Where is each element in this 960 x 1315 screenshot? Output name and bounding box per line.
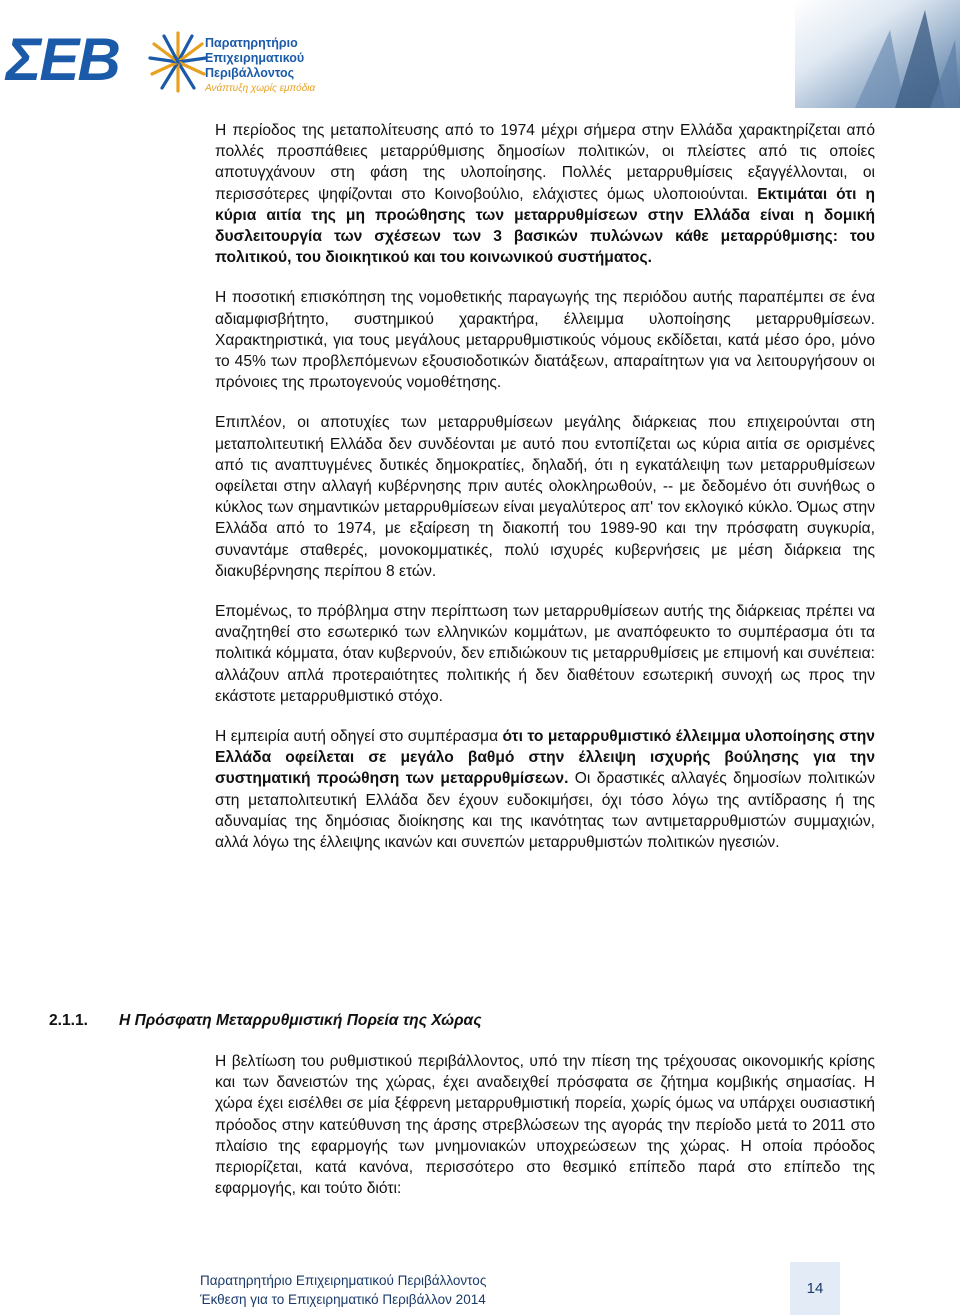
- header-banner-image: [795, 0, 960, 108]
- paragraph-2: Η ποσοτική επισκόπηση της νομοθετικής παραγωγής της περιόδου αυτής παραπέμπει σε ένα αδιαμφισβήτητο, συστημικού χαρακτήρα, έλλειμμα υλοποίησης μεταρρυθμίσεων. Χαρακτηριστικά, για τους μεγάλους μεταρρυθμιστικούς νόμους εκδίδεται, κατά μέσο όρο, μόνο το 45% των προβλεπόμενων εξουσιοδοτικών διατάξεων, απαραίτητων για να λειτουργήσουν οι πρόνοιες της πρωτογενούς νομοθέτησης.: [215, 289, 875, 392]
- starburst-icon: [148, 30, 208, 94]
- paragraph-1: [215, 120, 875, 268]
- observatory-line-1: Παρατηρητήριο: [205, 36, 298, 50]
- section-number: 2.1.1.: [49, 1012, 89, 1029]
- paragraph-5-bold: ότι το μεταρρυθμιστικό έλλειμμα υλοποίησης στην Ελλάδα οφείλεται σε μεγάλο βαθμό στην έλλειψη ισχυρής βούλησης για την συστηματική προώθηση των μεταρρυθμίσεων.: [215, 728, 875, 788]
- paragraph-3: Επιπλέον, οι αποτυχίες των μεταρρυθμίσεων μεγάλης διάρκειας που επιχειρούνται στη μεταπολιτευτική Ελλάδα δεν συνδέονται με αυτό που εντοπίζεται ως κύρια αιτία σε ορισμένες από τις αναπτυγμένες δυτικές δημοκρατίες, δηλαδή, ότι η εγκατάλειψη των μεταρρυθμίσεων οφείλεται στην αλλαγή κυβέρνησης πριν αυτές ολοκληρωθούν, -- με δεδομένο ότι συνήθως ο κύκλος των σημαντικών μεταρρυθμίσεων είναι μεγαλύτερος απ' τον εκλογικό κύκλο. Όμως στην Ελλάδα από το 1974, με εξαίρεση τη διακοπή του 1989-90 και την πρόσφατη συγκυρία, συναντάμε σταθερές, μονοκομματικές, πολύ ισχυρές κυβερνήσεις με μέση διάρκεια της διακυβέρνησης περίπου 8 ετών.: [215, 414, 875, 580]
- paragraph-5: [215, 726, 875, 853]
- paragraph-4: Επομένως, το πρόβλημα στην περίπτωση των μεταρρυθμίσεων αυτής της διάρκειας πρέπει να αναζητηθεί στο εσωτερικό των ελληνικών κομμάτων, με αναπόφευκτο το συμπέρασμα ότι τα πολιτικά κόμματα, όταν κυβερνούν, δεν επιδιώκουν τις μεταρρυθμίσεις με επιμονή και συνέπεια: αλλάζουν απλά προτεραιότητες πολιτικής ή δεν διαθέτουν εσωτερική συνοχή ως προς την εκάστοτε μεταρρυθμιστικό στόχο.: [215, 603, 875, 705]
- paragraph-5-start: Η εμπειρία αυτή οδηγεί στο συμπέρασμα: [215, 728, 503, 746]
- observatory-line-3: Περιβάλλοντος: [205, 66, 295, 80]
- observatory-tagline: Ανάπτυξη χωρίς εμπόδια: [205, 83, 316, 94]
- observatory-line-2: Επιχειρηματικού: [205, 51, 305, 65]
- paragraph-6: Η βελτίωση του ρυθμιστικού περιβάλλοντος, υπό την πίεση της τρέχουσας οικονομικής κρίσης και των δανειστών της χώρας, έχει αναδειχθεί πρόσφατα σε ζήτημα κομβικής σημασίας. Η χώρα έχει εισέλθει σε μία ξέφρενη μεταρρυθμιστική πορεία, χωρίς όμως να υπάρχει ουσιαστική πρόοδος στην κατεύθυνση της άρσης στρεβλώσεων της αγοράς την περίοδο μετά το 2011 στο πλαίσιο της εφαρμογής των μνημονιακών υποχρεώσεων της χώρας. Η οποία πρόοδος περιορίζεται, κατά κανόνα, περισσότερο στο θεσμικό επίπεδο παρά στο επίπεδο της εφαρμογής, και τούτο διότι:: [215, 1053, 875, 1198]
- footer-line-2: Έκθεση για το Επιχειρηματικό Περιβάλλον 2014: [200, 1292, 486, 1307]
- paragraph-1-bold: Εκτιμάται ότι η κύρια αιτία της μη προώθησης των μεταρρυθμίσεων στην Ελλάδα είναι η δομική δυσλειτουργία των σχέσεων των 3 βασικών πυλώνων κάθε μεταρρύθμισης: του πολιτικού, του διοικητικού και του κοινωνικού συστήματος.: [215, 185, 875, 267]
- page-footer: [200, 1271, 486, 1309]
- paragraph-1-text: Η περίοδος της μεταπολίτευσης από το 1974 μέχρι σήμερα στην Ελλάδα χαρακτηρίζεται από πολλές προσπάθειες μεταρρύθμισης δημοσίων πολιτικών, οι πλείστες από τις οποίες αποτυγχάνουν στη φάση της υλοποίησης. Πολλές μεταρρυθμίσεις εξαγγέλλονται, οι περισσότερες ψηφίζονται στο Κοινοβούλιο, ελάχιστες όμως υλοποιούνται.: [215, 122, 875, 203]
- section-title: Η Πρόσφατη Μεταρρυθμιστική Πορεία της Χώρας: [119, 1012, 482, 1029]
- section-text: [215, 1051, 875, 1199]
- footer-line-1: Παρατηρητήριο Επιχειρηματικού Περιβάλλοντος: [200, 1273, 487, 1288]
- page-header: [0, 0, 960, 112]
- main-text: [215, 120, 875, 872]
- page-number: 14: [790, 1262, 840, 1315]
- section-heading: [49, 1010, 649, 1031]
- observatory-wordmark: [205, 36, 315, 96]
- seb-logo: ΣΕΒ: [6, 26, 119, 93]
- paragraph-5-end: Οι δραστικές αλλαγές δημοσίων πολιτικών στη μεταπολιτευτική Ελλάδα δεν έχουν ευδοκιμήσει, όχι τόσο λόγω της αντίδρασης ή της αδυναμίας της δημόσιας διοίκησης και της ικανότητας των αντιμεταρρυθμιστών συμμαχιών, αλλά λόγω της έλλειψης ικανών και συνεπών μεταρρυθμιστών πολιτικών ηγεσιών.: [215, 770, 875, 852]
